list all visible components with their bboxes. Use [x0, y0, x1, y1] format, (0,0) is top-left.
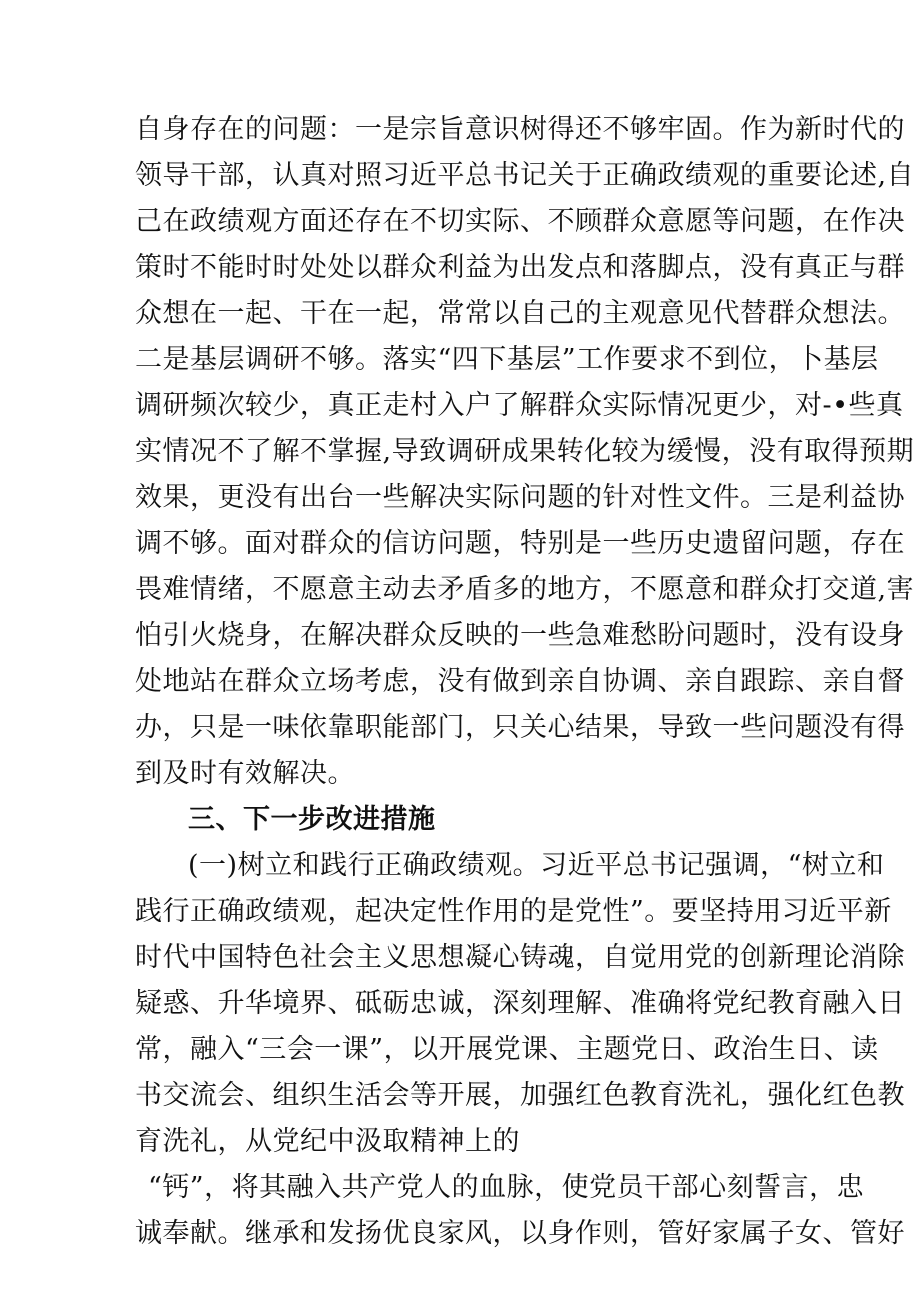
paragraph-line: 领导干部，认真对照习近平总书记关于正确政绩观的重要论述,自 [135, 160, 915, 191]
section-line: 疑惑、升华境界、砥砺忠诚，深刻理解、准确将党纪教育融入日 [135, 988, 905, 1019]
section-line: 书交流会、组织生活会等开展，加强红色教育洗礼，强化红色教 [135, 1080, 905, 1111]
paragraph-line: 二是基层调研不够。落实“四下基层”工作要求不到位，卜基层 [135, 344, 879, 375]
section-line: (一)树立和践行正确政绩观。习近平总书记强调，“树立和 [188, 850, 885, 881]
paragraph-line: 到及时有效解决。 [135, 758, 355, 789]
section-line: 践行正确政绩观，起决定性作用的是党性”。要坚持用习近平新 [135, 896, 892, 927]
paragraph-line: 策时不能时时处处以群众利益为出发点和落脚点，没有真正与群 [135, 252, 905, 283]
paragraph-line: 畏难情绪，不愿意主动去矛盾多的地方，不愿意和群众打交道,害 [135, 574, 915, 605]
paragraph-line: 处地站在群众立场考虑，没有做到亲自协调、亲自跟踪、亲自督 [135, 666, 905, 697]
section-line: 诚奉献。继承和发扬优良家风，以身作则，管好家属子女、管好 [135, 1218, 905, 1249]
section-heading: 三、下一步改进措施 [188, 804, 436, 835]
paragraph-line: 自身存在的问题：一是宗旨意识树得还不够牢固。作为新时代的 [135, 114, 905, 145]
paragraph-line: 办，只是一味依靠职能部门，只关心结果，导致一些问题没有得 [135, 712, 905, 743]
section-line: 育洗礼，从党纪中汲取精神上的 [135, 1126, 520, 1157]
paragraph-line: 己在政绩观方面还存在不切实际、不顾群众意愿等问题，在作决 [135, 206, 905, 237]
paragraph-line: 调不够。面对群众的信访问题，特别是一些历史遗留问题，存在 [135, 528, 905, 559]
section-line: 时代中国特色社会主义思想凝心铸魂，自觉用党的创新理论消除 [135, 942, 905, 973]
paragraph-line: 效果，更没有出台一些解决实际问题的针对性文件。三是利益协 [135, 482, 905, 513]
section-line: 常，融入“三会一课”，以开展党课、主题党日、政治生日、读 [135, 1034, 879, 1065]
section-line: “钙”，将其融入共产党人的血脉，使党员干部心刻誓言，忠 [148, 1172, 865, 1203]
paragraph-line: 调研频次较少，真正走村入户了解群众实际情况更少，对-•些真 [135, 390, 904, 421]
paragraph-line: 实情况不了解不掌握,导致调研成果转化较为缓慢，没有取得预期 [135, 436, 915, 467]
paragraph-line: 怕引火烧身，在解决群众反映的一些急难愁盼问题时，没有设身 [135, 620, 905, 651]
paragraph-line: 众想在一起、干在一起，常常以自己的主观意见代替群众想法。 [135, 298, 905, 329]
